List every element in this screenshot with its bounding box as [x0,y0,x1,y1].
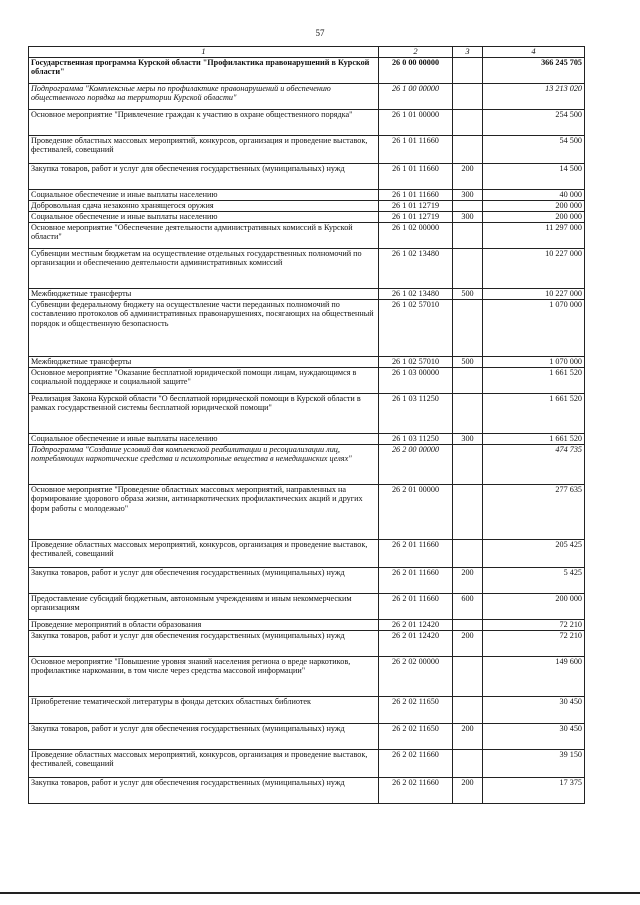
row-amount: 200 000 [483,594,585,620]
row-code: 26 0 00 00000 [379,58,453,84]
row-code: 26 1 01 11660 [379,136,453,164]
row-name: Закупка товаров, работ и услуг для обеспечения государственных (муниципальных) нужд [29,778,379,804]
row-code: 26 2 02 11650 [379,697,453,724]
page-number: 57 [315,28,325,38]
row-name: Подпрограмма "Комплексные меры по профилактике правонарушений и обеспечению общественного порядка на территории Курской области" [29,84,379,110]
table-header-row [29,47,585,58]
row-name: Субвенции местным бюджетам на осуществление отдельных государственных полномочий по организации и обеспечению деятельности административных комиссий [29,249,379,289]
header-col-name: 1 [29,47,379,58]
row-type [453,201,483,212]
row-amount: 1 661 520 [483,434,585,445]
row-type [453,300,483,357]
table-row [29,434,585,445]
row-code: 26 2 00 00000 [379,445,453,485]
row-code: 26 2 02 11650 [379,724,453,750]
row-amount: 14 500 [483,164,585,190]
table-row [29,540,585,568]
row-amount: 205 425 [483,540,585,568]
table-row [29,368,585,394]
table-row [29,631,585,657]
row-amount: 366 245 705 [483,58,585,84]
row-type [453,657,483,697]
row-type [453,540,483,568]
table-row [29,249,585,289]
row-type: 200 [453,778,483,804]
row-amount: 254 500 [483,110,585,136]
table-row [29,164,585,190]
budget-table [28,46,585,804]
row-amount: 30 450 [483,724,585,750]
row-code: 26 2 01 11660 [379,568,453,594]
row-code: 26 2 01 11660 [379,594,453,620]
row-name: Проведение областных массовых мероприятий, конкурсов, организация и проведение выставок, фестивалей, совещаний [29,750,379,778]
table-row [29,110,585,136]
row-amount: 11 297 000 [483,223,585,249]
row-name: Социальное обеспечение и иные выплаты населению [29,212,379,223]
table-row [29,568,585,594]
row-type: 200 [453,631,483,657]
row-type: 300 [453,434,483,445]
row-amount: 1 070 000 [483,300,585,357]
header-col-type: 3 [453,47,483,58]
row-amount: 200 000 [483,212,585,223]
row-code: 26 1 03 11250 [379,394,453,434]
row-code: 26 2 02 11660 [379,778,453,804]
row-code: 26 2 01 11660 [379,540,453,568]
row-type: 300 [453,190,483,201]
row-name: Закупка товаров, работ и услуг для обеспечения государственных (муниципальных) нужд [29,631,379,657]
table-row [29,750,585,778]
row-code: 26 1 00 00000 [379,84,453,110]
row-amount: 17 375 [483,778,585,804]
table-row [29,445,585,485]
table-row [29,778,585,804]
row-name: Межбюджетные трансферты [29,289,379,300]
row-type [453,620,483,631]
row-code: 26 1 02 13480 [379,249,453,289]
row-type [453,249,483,289]
row-name: Подпрограмма "Создание условий для комплексной реабилитации и ресоциализации лиц, потребляющих наркотические средства и психотропные вещества в немедицинских целях" [29,445,379,485]
row-code: 26 1 01 11660 [379,164,453,190]
table-row [29,620,585,631]
row-type: 600 [453,594,483,620]
row-code: 26 2 01 12420 [379,620,453,631]
row-amount: 1 070 000 [483,357,585,368]
row-code: 26 1 03 00000 [379,368,453,394]
row-amount: 277 635 [483,485,585,540]
row-code: 26 1 02 57010 [379,357,453,368]
row-code: 26 2 02 11660 [379,750,453,778]
row-type: 300 [453,212,483,223]
row-code: 26 1 01 12719 [379,212,453,223]
row-amount: 5 425 [483,568,585,594]
row-amount: 474 735 [483,445,585,485]
row-name: Закупка товаров, работ и услуг для обеспечения государственных (муниципальных) нужд [29,164,379,190]
table-row [29,697,585,724]
row-name: Реализация Закона Курской области "О бесплатной юридической помощи в Курской области в рамках государственной системы бесплатной юридической помощи" [29,394,379,434]
table-row [29,84,585,110]
row-type: 500 [453,289,483,300]
row-amount: 13 213 020 [483,84,585,110]
row-amount: 200 000 [483,201,585,212]
row-name: Субвенции федеральному бюджету на осуществление части переданных полномочий по составлению протоколов об административных правонарушениях, посягающих на общественный порядок и общественную безопасность [29,300,379,357]
table-row [29,289,585,300]
row-code: 26 1 02 00000 [379,223,453,249]
row-name: Проведение мероприятий в области образования [29,620,379,631]
table-row [29,485,585,540]
row-code: 26 1 02 13480 [379,289,453,300]
table-row [29,201,585,212]
row-name: Проведение областных массовых мероприятий, конкурсов, организация и проведение выставок, фестивалей, совещаний [29,540,379,568]
row-name: Социальное обеспечение и иные выплаты населению [29,190,379,201]
row-code: 26 1 01 11660 [379,190,453,201]
row-amount: 10 227 000 [483,249,585,289]
row-amount: 72 210 [483,620,585,631]
table-row [29,300,585,357]
row-name: Основное мероприятие "Оказание бесплатной юридической помощи лицам, нуждающимся в социальной поддержке и социальной защите" [29,368,379,394]
row-type [453,485,483,540]
row-code: 26 2 01 12420 [379,631,453,657]
row-code: 26 1 02 57010 [379,300,453,357]
row-name: Основное мероприятие "Привлечение граждан к участию в охране общественного порядка" [29,110,379,136]
row-type [453,58,483,84]
row-type [453,368,483,394]
table-row [29,357,585,368]
row-name: Основное мероприятие "Обеспечение деятельности административных комиссий в Курской области" [29,223,379,249]
table-row [29,394,585,434]
row-name: Приобретение тематической литературы в фонды детских областных библиотек [29,697,379,724]
row-type [453,84,483,110]
table-row [29,190,585,201]
row-type: 200 [453,164,483,190]
row-amount: 54 500 [483,136,585,164]
row-amount: 40 000 [483,190,585,201]
row-amount: 10 227 000 [483,289,585,300]
table-row [29,724,585,750]
row-type [453,750,483,778]
table-body [29,58,585,804]
page-bottom-rule [0,892,640,894]
row-code: 26 1 01 00000 [379,110,453,136]
header-col-code: 2 [379,47,453,58]
row-code: 26 1 03 11250 [379,434,453,445]
row-name: Межбюджетные трансферты [29,357,379,368]
table-row [29,212,585,223]
row-type [453,697,483,724]
table-row [29,657,585,697]
table-row [29,223,585,249]
row-amount: 30 450 [483,697,585,724]
row-amount: 72 210 [483,631,585,657]
table-row [29,58,585,84]
row-name: Закупка товаров, работ и услуг для обеспечения государственных (муниципальных) нужд [29,568,379,594]
row-type [453,445,483,485]
row-type [453,110,483,136]
row-type: 200 [453,724,483,750]
row-type [453,223,483,249]
row-name: Государственная программа Курской области "Профилактика правонарушений в Курской области" [29,58,379,84]
table-row [29,136,585,164]
row-name: Предоставление субсидий бюджетным, автономным учреждениям и иным некоммерческим организациям [29,594,379,620]
row-code: 26 2 01 00000 [379,485,453,540]
row-amount: 39 150 [483,750,585,778]
row-amount: 149 600 [483,657,585,697]
row-name: Социальное обеспечение и иные выплаты населению [29,434,379,445]
row-type [453,136,483,164]
row-name: Проведение областных массовых мероприятий, конкурсов, организация и проведение выставок, фестивалей, совещаний [29,136,379,164]
row-type [453,394,483,434]
row-type: 500 [453,357,483,368]
row-name: Добровольная сдача незаконно хранящегося оружия [29,201,379,212]
row-code: 26 2 02 00000 [379,657,453,697]
row-name: Основное мероприятие "Повышение уровня знаний населения региона о вреде наркотиков, профилактике наркомании, в том числе через средства массовой информации" [29,657,379,697]
row-code: 26 1 01 12719 [379,201,453,212]
row-type: 200 [453,568,483,594]
table-row [29,594,585,620]
row-name: Основное мероприятие "Проведение областных массовых мероприятий, направленных на формирование здорового образа жизни, антинаркотических профилактических акций и других форм работы с молодежью" [29,485,379,540]
row-amount: 1 661 520 [483,368,585,394]
row-amount: 1 661 520 [483,394,585,434]
header-col-amount: 4 [483,47,585,58]
row-name: Закупка товаров, работ и услуг для обеспечения государственных (муниципальных) нужд [29,724,379,750]
